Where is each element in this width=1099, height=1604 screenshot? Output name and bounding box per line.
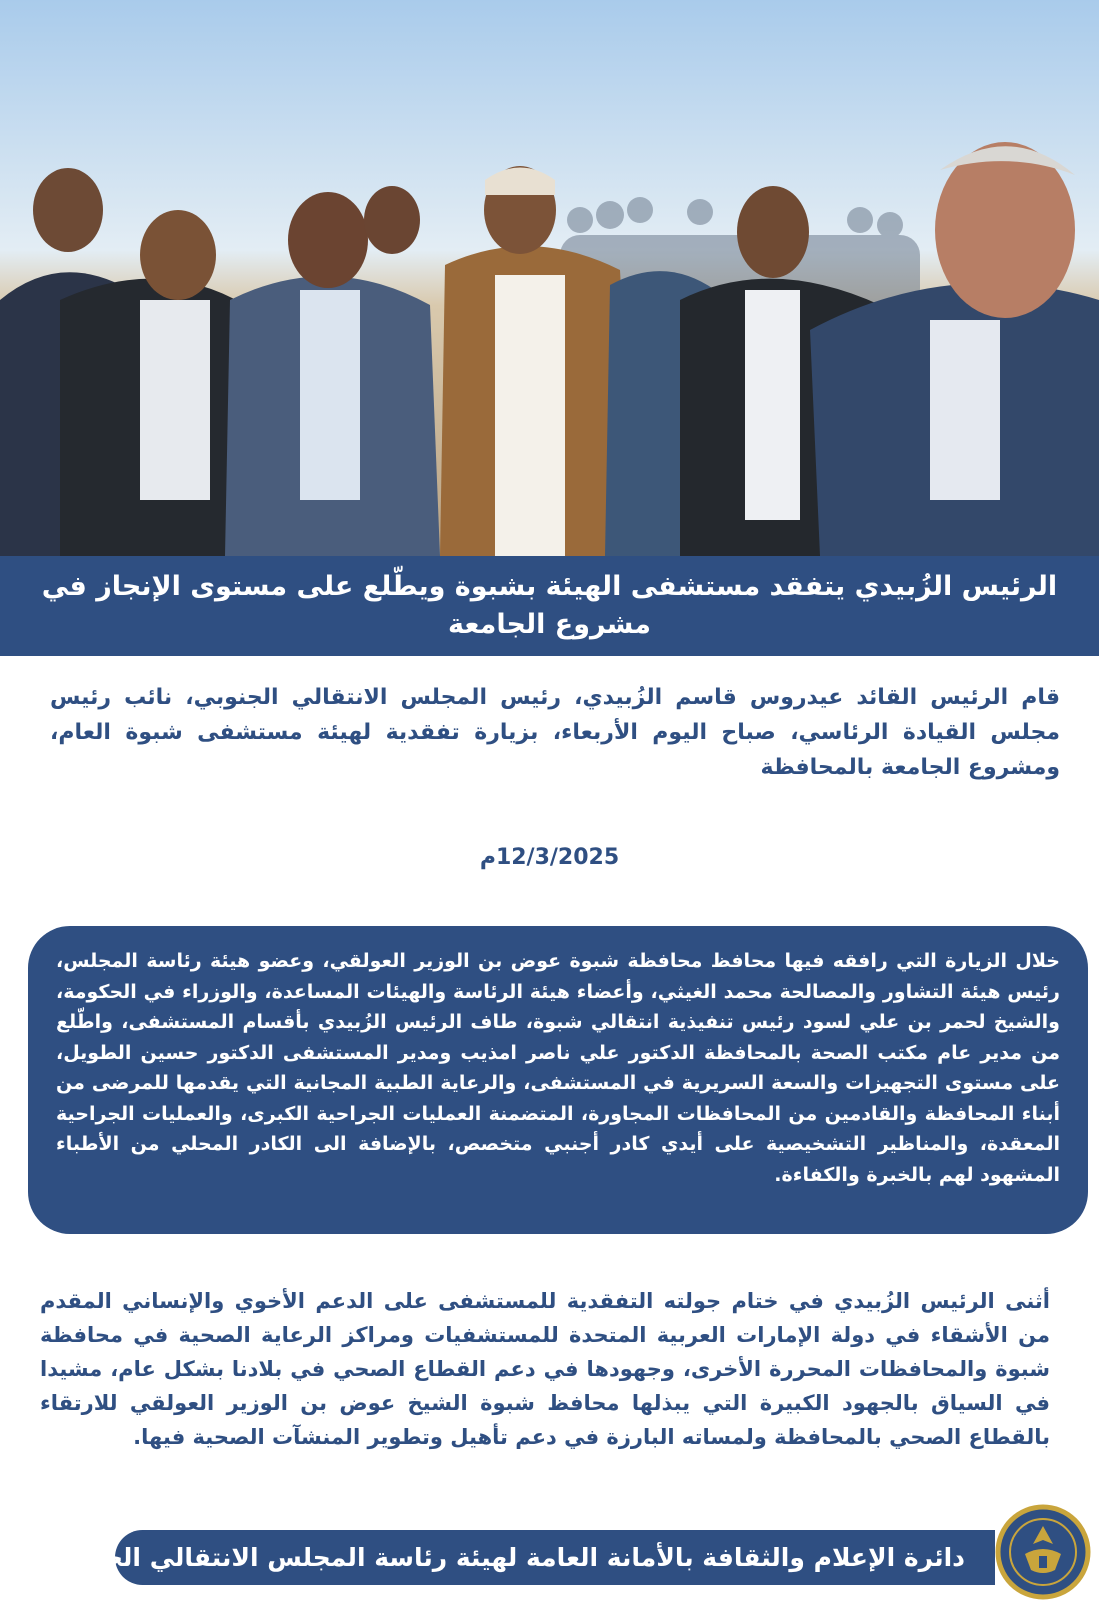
lead-paragraph: قام الرئيس القائد عيدروس قاسم الزُبيدي، رئيس المجلس الانتقالي الجنوبي، نائب رئيس مجلس القيادة الرئاسي، صباح اليوم الأربعاء، بزيارة تفقدية لهيئة مستشفى شبوة العام، ومشروع الجامعة بالمحافظة bbox=[50, 685, 1060, 780]
headline-band bbox=[0, 556, 1099, 656]
body-box bbox=[28, 926, 1088, 1234]
body-paragraph: خلال الزيارة التي رافقه فيها محافظ محافظة شبوة عوض بن الوزير العولقي، وعضو هيئة رئاسة المجلس، رئيس هيئة التشاور والمصالحة محمد الغيثي، وأعضاء هيئة الرئاسة والهيئات المساعدة، والوزراء في الحكومة، والشيخ لحمر بن علي لسود رئيس تنفيذية انتقالي شبوة، طاف الرئيس الزُبيدي بأقسام المستشفى، واطّلع من مدير عام مكتب الصحة بالمحافظة الدكتور علي ناصر امذيب ومدير المستشفى الدكتور حسين الطويل، على مستوى التجهيزات والسعة السريرية في المستشفى، والرعاية الطبية المجانية التي يقدمها للمرضى من أبناء المحافظة والقادمين من المحافظات المجاورة، المتضمنة العمليات الجراحية الكبرى، والعمليات الجراحية المعقدة، والمناظير التشخيصية على أيدي كادر أجنبي متخصص، بالإضافة الى الكادر المحلي من الأطباء المشهود لهم بالخبرة والكفاءة. bbox=[56, 950, 1060, 1186]
headline: الرئيس الزُبيدي يتفقد مستشفى الهيئة بشبوة ويطّلع على مستوى الإنجاز في مشروع الجامعة bbox=[41, 571, 1058, 640]
council-emblem-icon bbox=[995, 1504, 1091, 1600]
footer-text: دائرة الإعلام والثقافة بالأمانة العامة لهيئة رئاسة المجلس الانتقالي الجنوبي bbox=[44, 1543, 965, 1572]
footer-bar bbox=[44, 1530, 995, 1585]
news-photo bbox=[0, 0, 1099, 556]
publish-date: 12/3/2025م bbox=[479, 845, 620, 870]
closing-paragraph: أثنى الرئيس الزُبيدي في ختام جولته التفقدية للمستشفى على الدعم الأخوي والإنساني المقدم من الأشقاء في دولة الإمارات العربية المتحدة للمستشفيات ومراكز الرعاية الصحية في محافظة شبوة والمحافظات المحررة الأخرى، وجهودها في دعم القطاع الصحي في بلادنا بشكل عام، مشيدا في السياق بالجهود الكبيرة التي يبذلها محافظ شبوة الشيخ عوض بن الوزير العولقي للارتقاء بالقطاع الصحي بالمحافظة ولمساته البارزة في دعم تأهيل وتطوير المنشآت الصحية فيها. bbox=[40, 1289, 1050, 1449]
